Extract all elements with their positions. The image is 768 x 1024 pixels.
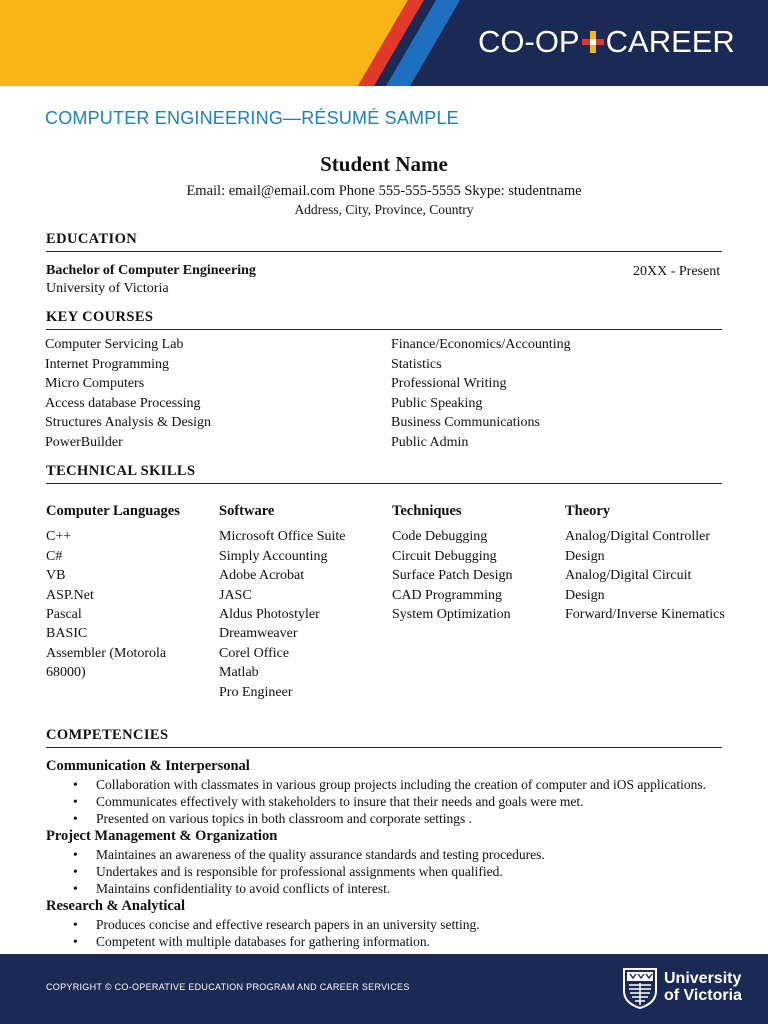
competency-text: Presented on various topics in both classroom and corporate settings . [96, 811, 473, 826]
bullet-icon: • [73, 794, 78, 809]
skills-column-software [219, 502, 346, 702]
list-item: Analog/Digital Circuit [565, 568, 692, 584]
list-item: System Optimization [392, 607, 511, 623]
list-item [46, 846, 736, 863]
list-item: CAD Programming [392, 587, 503, 603]
list-item: Business Communications [391, 415, 540, 430]
skills-column-title: Computer Languages [46, 503, 180, 519]
list-item: Design [565, 587, 605, 603]
list-item: Structures Analysis & Design [45, 415, 212, 430]
brand-right-text: CAREER [605, 24, 735, 59]
list-item: Surface Patch Design [392, 568, 513, 584]
skills-column-title: Theory [565, 503, 611, 519]
list-item [46, 933, 736, 950]
bullet-icon: • [73, 934, 78, 949]
education-heading: EDUCATION [46, 231, 722, 252]
list-item: BASIC [46, 626, 88, 642]
header-banner [0, 0, 768, 86]
coop-career-logo [478, 22, 735, 62]
list-item: Computer Servicing Lab [45, 337, 184, 352]
list-item: Matlab [219, 665, 259, 681]
bullet-icon: • [73, 917, 78, 932]
competency-text: Produces concise and effective research papers in an university setting. [96, 917, 480, 932]
competency-text: Communicates effectively with stakeholders to insure that their needs and goals were met. [96, 794, 584, 809]
list-item: Forward/Inverse Kinematics [565, 607, 725, 623]
key-courses-heading: KEY COURSES [46, 309, 722, 330]
copyright-text: COPYRIGHT © CO-OPERATIVE EDUCATION PROGRAM AND CAREER SERVICES [46, 982, 410, 992]
bullet-icon: • [73, 847, 78, 862]
list-item: Internet Programming [45, 356, 170, 372]
competency-text: Maintains confidentiality to avoid conflicts of interest. [96, 881, 391, 896]
bullet-icon: • [73, 881, 78, 896]
list-item: Pro Engineer [219, 684, 293, 700]
list-item: Adobe Acrobat [219, 568, 305, 584]
list-item [46, 810, 736, 827]
list-item: Design [565, 548, 605, 564]
list-item: Finance/Economics/Accounting [391, 337, 571, 352]
competency-text: Collaboration with classmates in various group projects including the creation of computer and iOS applications. [96, 777, 706, 792]
competency-group-title: Communication & Interpersonal [46, 758, 250, 774]
uvic-line2: of Victoria [664, 987, 742, 1004]
list-item: C++ [46, 529, 72, 545]
list-item: Analog/Digital Controller [565, 529, 711, 545]
degree: Bachelor of Computer Engineering [46, 263, 256, 278]
skills-column-languages [46, 502, 180, 683]
list-item: C# [46, 548, 63, 564]
list-item: Micro Computers [45, 376, 145, 391]
student-name: Student Name [320, 152, 448, 176]
document-title: COMPUTER ENGINEERING—RÉSUMÉ SAMPLE [45, 108, 459, 128]
list-item: VB [46, 568, 66, 584]
list-item: JASC [219, 587, 252, 603]
list-item [46, 776, 736, 793]
skills-column-title: Software [219, 503, 275, 519]
competency-group-title: Project Management & Organization [46, 828, 278, 844]
list-item: Public Admin [391, 434, 469, 450]
list-item: Assembler (Motorola [46, 645, 167, 661]
education-dates: 20XX - Present [633, 264, 721, 279]
competency-text: Undertakes and is responsible for professional assignments when qualified. [96, 864, 503, 879]
uvic-shield-icon [622, 967, 658, 1009]
list-item [46, 793, 736, 810]
contact-line: Email: email@email.com Phone 555-555-5555 Skype: studentname [186, 183, 582, 199]
list-item: Microsoft Office Suite [219, 529, 346, 545]
list-item: Corel Office [219, 645, 290, 661]
list-item: Access database Processing [45, 395, 201, 411]
list-item [46, 863, 736, 880]
skills-column-theory [565, 502, 725, 624]
uvic-wordmark [664, 970, 742, 1004]
skills-column-title: Techniques [392, 503, 462, 519]
list-item: Code Debugging [392, 529, 488, 545]
list-item: PowerBuilder [45, 434, 123, 450]
competency-text: Competent with multiple databases for gathering information. [96, 934, 431, 949]
list-item [46, 880, 736, 897]
list-item: Aldus Photostyler [219, 607, 320, 623]
skills-column-techniques [392, 502, 513, 624]
plus-icon [581, 28, 605, 56]
school: University of Victoria [46, 281, 169, 296]
list-item: Simply Accounting [219, 548, 328, 564]
bullet-icon: • [73, 864, 78, 879]
list-item: 68000) [46, 665, 86, 681]
technical-skills-heading: TECHNICAL SKILLS [46, 463, 722, 484]
list-item: Statistics [391, 356, 442, 372]
key-courses-left [45, 335, 211, 452]
key-courses-right [391, 335, 571, 452]
list-item: Dreamweaver [219, 626, 298, 642]
list-item: Circuit Debugging [392, 548, 497, 564]
footer [0, 954, 768, 1024]
competency-text: Maintaines an awareness of the quality assurance standards and testing procedures. [96, 847, 545, 862]
list-item: Pascal [46, 607, 82, 623]
bullet-icon: • [73, 811, 78, 826]
list-item [46, 916, 736, 933]
list-item: ASP.Net [46, 587, 94, 603]
list-item: Public Speaking [391, 395, 483, 411]
list-item: Professional Writing [391, 376, 507, 391]
brand-left-text: CO-OP [478, 24, 580, 59]
uvic-line1: University [664, 970, 742, 987]
competencies-heading: COMPETENCIES [46, 727, 722, 748]
competency-group-title: Research & Analytical [46, 898, 186, 914]
competencies-list [46, 757, 736, 950]
bullet-icon: • [73, 777, 78, 792]
address-line: Address, City, Province, Country [294, 202, 474, 217]
